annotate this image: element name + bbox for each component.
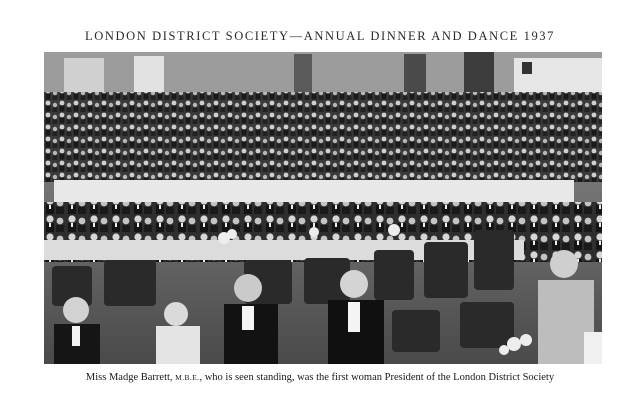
far-guests: [44, 92, 602, 182]
dinner-photograph: [44, 52, 602, 364]
photo-illustration: [44, 52, 602, 364]
photo-caption: [0, 372, 640, 383]
page-heading: LONDON DISTRICT SOCIETY—ANNUAL DINNER AND DANCE 1937: [85, 29, 555, 43]
caption-text-start: Miss Madge Barrett,: [85, 372, 176, 383]
caption-honour: M.B.E.: [175, 373, 200, 382]
caption-text-end: , who is seen standing, was the first woman President of the London District Society: [199, 372, 555, 383]
tablecloth-row-1: [54, 180, 574, 202]
standing-woman: [550, 250, 578, 278]
